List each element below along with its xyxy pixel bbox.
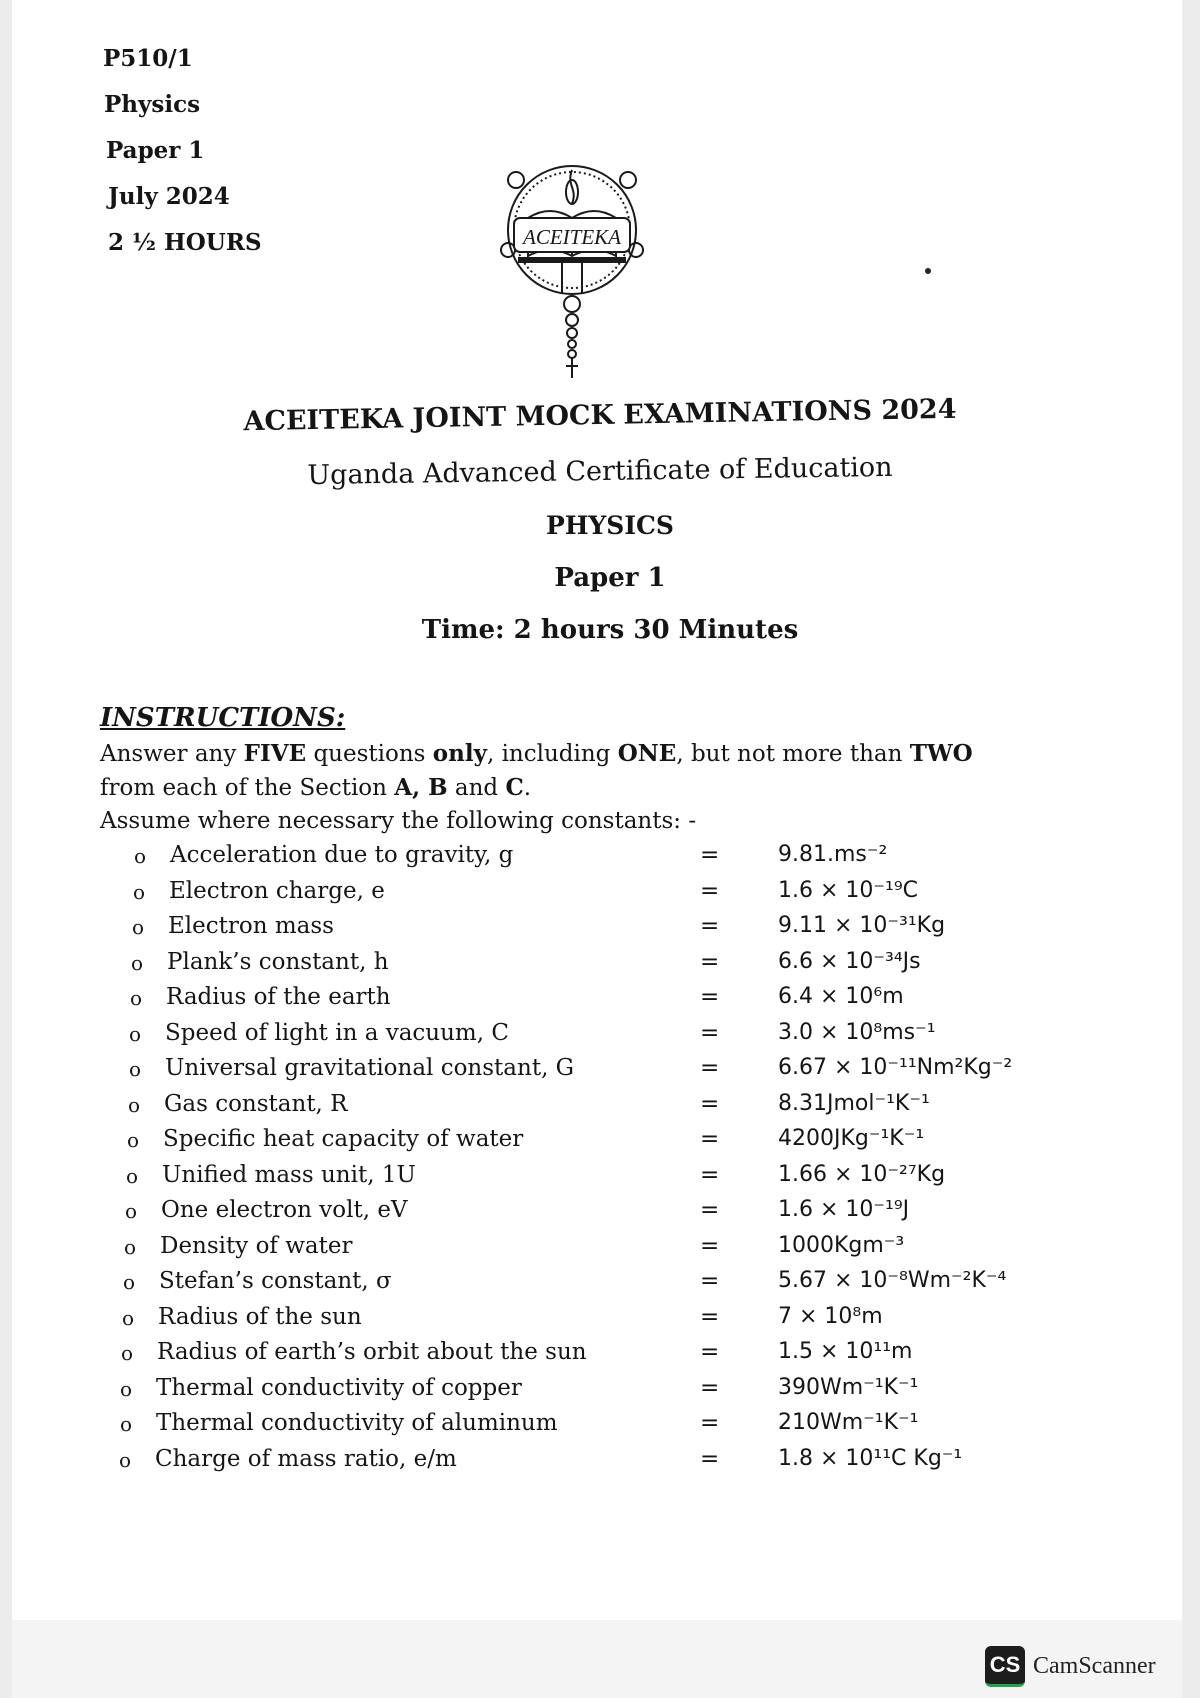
equals-sign: = — [700, 1232, 720, 1259]
constant-value: 1.6 × 10⁻¹⁹C — [778, 877, 919, 903]
constant-row — [0, 1375, 1200, 1411]
bullet-icon: o — [120, 1412, 133, 1436]
aceiteka-logo — [498, 158, 646, 380]
equals-sign: = — [700, 1161, 720, 1188]
constant-value: 4200JKg⁻¹K⁻¹ — [778, 1126, 925, 1151]
constant-value: 6.6 × 10⁻³⁴Js — [778, 948, 921, 974]
equals-sign: = — [700, 984, 720, 1010]
bullet-icon: o — [126, 1163, 139, 1188]
equals-sign: = — [700, 1339, 720, 1365]
constant-value: 7 × 10⁸m — [778, 1303, 883, 1329]
constant-value: 1.8 × 10¹¹C Kg⁻¹ — [778, 1445, 963, 1471]
constant-row — [0, 913, 1200, 949]
equals-sign: = — [700, 1055, 720, 1081]
constant-value: 5.67 × 10⁻⁸Wm⁻²K⁻⁴ — [778, 1268, 1007, 1293]
bullet-icon: o — [122, 1305, 135, 1330]
bullet-icon: o — [134, 844, 147, 868]
exam-title: ACEITEKA JOINT MOCK EXAMINATIONS 2024 — [243, 393, 957, 438]
constant-row — [0, 1304, 1200, 1340]
constant-label: Thermal conductivity of copper — [156, 1374, 522, 1401]
constant-value: 390Wm⁻¹K⁻¹ — [778, 1374, 919, 1400]
constant-label: Specific heat capacity of water — [163, 1126, 524, 1152]
instructions-heading: INSTRUCTIONS: — [100, 703, 346, 733]
constant-label: Stefan’s constant, σ — [159, 1268, 392, 1294]
bullet-icon: o — [132, 915, 145, 939]
constant-row — [0, 1162, 1200, 1198]
equals-sign: = — [700, 1410, 720, 1436]
bullet-icon: o — [123, 1270, 136, 1294]
constant-label: Thermal conductivity of aluminum — [156, 1410, 558, 1436]
header-subject: Physics — [104, 91, 201, 118]
constant-row — [0, 949, 1200, 985]
constant-label: Universal gravitational constant, G — [165, 1055, 575, 1081]
bullet-icon: o — [133, 879, 146, 904]
constant-label: Gas constant, R — [164, 1090, 348, 1117]
constant-value: 8.31Jmol⁻¹K⁻¹ — [778, 1090, 930, 1116]
time-title: Time: 2 hours 30 Minutes — [421, 615, 799, 645]
speck — [925, 268, 931, 274]
constant-label: Density of water — [160, 1232, 353, 1259]
constant-label: One electron volt, eV — [161, 1197, 408, 1223]
bullet-icon: o — [128, 1092, 141, 1117]
instruction-line-2: from each of the Section A, B and C. — [100, 774, 532, 801]
constant-row — [0, 1339, 1200, 1375]
header-meta — [103, 36, 262, 266]
header-paper: Paper 1 — [106, 137, 205, 164]
constant-row — [0, 1446, 1200, 1482]
instruction-line-1: Answer any FIVE questions only, including ONE, but not more than TWO — [100, 740, 973, 767]
constant-value: 9.81.ms⁻² — [778, 842, 888, 867]
constant-row — [0, 1410, 1200, 1446]
constant-value: 9.11 × 10⁻³¹Kg — [778, 913, 946, 938]
camscanner-text: CamScanner — [1033, 1652, 1156, 1679]
constant-value: 210Wm⁻¹K⁻¹ — [778, 1410, 919, 1435]
constant-row — [0, 842, 1200, 878]
bullet-icon: o — [124, 1234, 137, 1259]
certificate-title: Uganda Advanced Certificate of Education — [307, 451, 893, 492]
equals-sign: = — [700, 1090, 720, 1117]
bullet-icon: o — [120, 1376, 133, 1401]
subject-title: PHYSICS — [546, 511, 674, 540]
constant-label: Acceleration due to gravity, g — [170, 842, 514, 868]
constant-value: 1.5 × 10¹¹m — [778, 1339, 913, 1364]
constant-value: 1000Kgm⁻³ — [778, 1232, 905, 1258]
header-date: July 2024 — [108, 183, 230, 210]
bullet-icon: o — [131, 950, 144, 975]
equals-sign: = — [700, 1197, 720, 1223]
paper-code: P510/1 — [103, 45, 193, 72]
constant-label: Unified mass unit, 1U — [162, 1161, 416, 1188]
constant-value: 1.66 × 10⁻²⁷Kg — [778, 1161, 946, 1187]
constant-label: Radius of earth’s orbit about the sun — [157, 1339, 587, 1365]
logo-text: ACEITEKA — [523, 225, 621, 249]
constant-value: 1.6 × 10⁻¹⁹J — [778, 1197, 910, 1222]
equals-sign: = — [700, 1126, 720, 1152]
constant-row — [0, 1233, 1200, 1269]
equals-sign: = — [700, 948, 720, 975]
equals-sign: = — [700, 1445, 720, 1472]
bullet-icon: o — [119, 1447, 132, 1472]
bullet-icon: o — [130, 986, 143, 1010]
constant-row — [0, 878, 1200, 914]
equals-sign: = — [700, 913, 720, 939]
instruction-line-3: Assume where necessary the following constants: - — [100, 808, 697, 834]
constant-row — [0, 1197, 1200, 1233]
equals-sign: = — [700, 1303, 720, 1330]
constant-label: Electron charge, e — [169, 877, 385, 904]
constant-row — [0, 1055, 1200, 1091]
constant-label: Radius of the sun — [158, 1303, 362, 1330]
equals-sign: = — [700, 1019, 720, 1046]
paper-title: Paper 1 — [554, 563, 666, 593]
constant-label: Electron mass — [168, 913, 334, 939]
bullet-icon: o — [121, 1341, 134, 1365]
constant-value: 6.67 × 10⁻¹¹Nm²Kg⁻² — [778, 1055, 1013, 1080]
bullet-icon: o — [127, 1128, 140, 1152]
constants-list — [0, 842, 1200, 1481]
bullet-icon: o — [129, 1057, 142, 1081]
constant-row — [0, 1091, 1200, 1127]
constant-value: 6.4 × 10⁶m — [778, 984, 904, 1009]
camscanner-watermark — [985, 1646, 1156, 1686]
equals-sign: = — [700, 1268, 720, 1294]
equals-sign: = — [700, 1374, 720, 1401]
constant-label: Speed of light in a vacuum, C — [165, 1019, 509, 1046]
constant-label: Plank’s constant, h — [167, 948, 389, 975]
camscanner-logo-icon: CS — [985, 1646, 1025, 1687]
constant-row — [0, 1268, 1200, 1304]
constant-label: Radius of the earth — [166, 984, 391, 1010]
equals-sign: = — [700, 842, 720, 868]
bullet-icon: o — [129, 1021, 142, 1046]
constant-value: 3.0 × 10⁸ms⁻¹ — [778, 1019, 936, 1045]
bullet-icon: o — [125, 1199, 138, 1223]
constant-row — [0, 1020, 1200, 1056]
constant-label: Charge of mass ratio, e/m — [155, 1445, 457, 1472]
header-duration: 2 ½ HOURS — [108, 229, 262, 256]
constant-row — [0, 1126, 1200, 1162]
equals-sign: = — [700, 877, 720, 904]
constant-row — [0, 984, 1200, 1020]
